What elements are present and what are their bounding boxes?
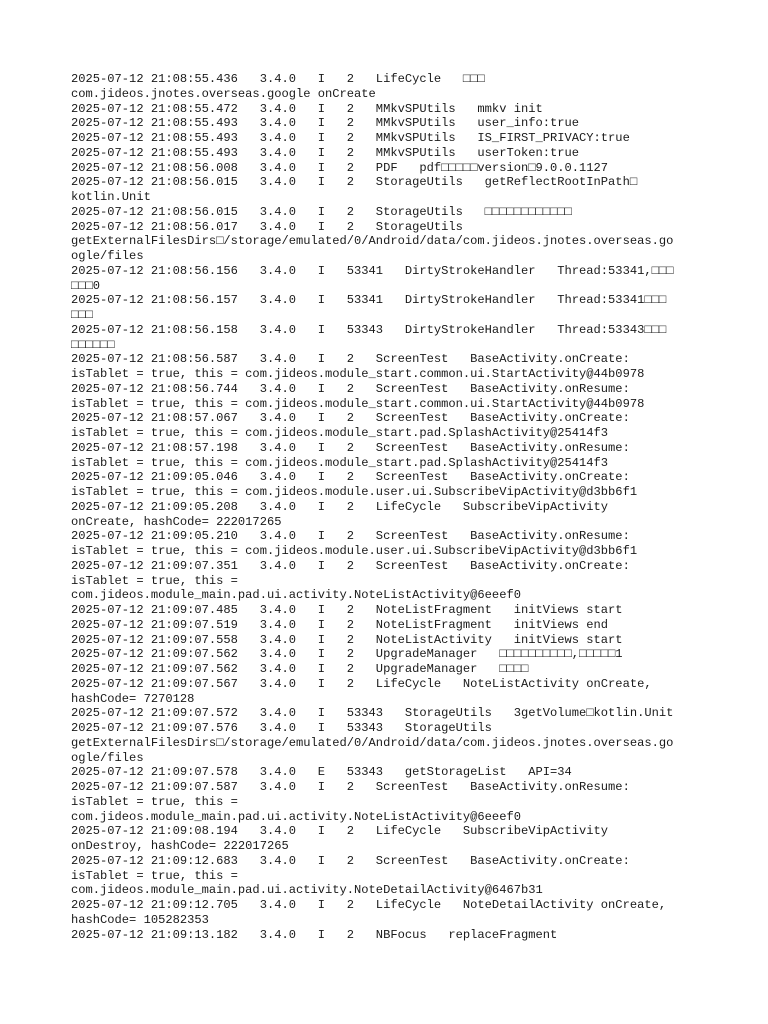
log-line: 2025-07-12 21:08:56.744 3.4.0 I 2 ScreenTest BaseActivity.onResume: <box>71 381 630 396</box>
log-line: isTablet = true, this = <box>71 794 238 809</box>
log-line: hashCode= 105282353 <box>71 912 209 927</box>
log-line: 2025-07-12 21:08:56.587 3.4.0 I 2 ScreenTest BaseActivity.onCreate: <box>71 352 630 367</box>
log-line: isTablet = true, this = com.jideos.module.user.ui.SubscribeVipActivity@d3bb6f1 <box>71 485 638 499</box>
log-line: 2025-07-12 21:09:12.705 3.4.0 I 2 LifeCycle NoteDetailActivity onCreate, <box>71 898 667 912</box>
log-line: 2025-07-12 21:09:07.485 3.4.0 I 2 NoteListFragment initViews start <box>71 603 623 617</box>
log-line: 2025-07-12 21:08:55.493 3.4.0 I 2 MMkvSPUtils user_info:true <box>71 116 580 131</box>
log-line: 2025-07-12 21:08:55.472 3.4.0 I 2 MMkvSPUtils mmkv init <box>71 101 543 116</box>
log-line: isTablet = true, this = com.jideos.module_start.common.ui.StartActivity@44b0978 <box>71 396 645 411</box>
log-line: com.jideos.module_main.pad.ui.activity.NoteListActivity@6eeef0 <box>71 809 521 824</box>
log-line: isTablet = true, this = <box>71 868 238 883</box>
log-line: 2025-07-12 21:08:55.436 3.4.0 I 2 LifeCycle □□□ <box>71 72 485 86</box>
log-line: com.jideos.module_main.pad.ui.activity.NoteDetailActivity@6467b31 <box>71 883 543 898</box>
log-line: 2025-07-12 21:09:07.351 3.4.0 I 2 ScreenTest BaseActivity.onCreate: <box>71 558 630 573</box>
log-line: isTablet = true, this = com.jideos.module_start.pad.SplashActivity@25414f3 <box>71 426 609 440</box>
log-line: □□□0 <box>71 278 101 293</box>
log-line: kotlin.Unit <box>71 190 151 204</box>
log-line: 2025-07-12 21:09:08.194 3.4.0 I 2 LifeCycle SubscribeVipActivity <box>71 824 609 839</box>
log-line: 2025-07-12 21:08:56.008 3.4.0 I 2 PDF pdf□□□□□version□9.0.0.1127 <box>71 160 609 175</box>
log-line: 2025-07-12 21:09:12.683 3.4.0 I 2 ScreenTest BaseActivity.onCreate: <box>71 853 630 868</box>
log-line: ogle/files <box>71 249 144 263</box>
log-line: 2025-07-12 21:08:55.493 3.4.0 I 2 MMkvSPUtils IS_FIRST_PRIVACY:true <box>71 131 630 145</box>
log-line: 2025-07-12 21:09:07.562 3.4.0 I 2 UpgradeManager □□□□ <box>71 662 529 676</box>
log-line: getExternalFilesDirs□/storage/emulated/0/Android/data/com.jideos.jnotes.overseas.go <box>71 735 674 750</box>
log-line: isTablet = true, this = com.jideos.module_start.pad.SplashActivity@25414f3 <box>71 455 609 470</box>
log-text-view <box>71 72 711 942</box>
log-line: 2025-07-12 21:09:07.572 3.4.0 I 53343 StorageUtils 3getVolume□kotlin.Unit <box>71 706 674 721</box>
log-line: 2025-07-12 21:09:07.587 3.4.0 I 2 ScreenTest BaseActivity.onResume: <box>71 780 630 794</box>
log-line: getExternalFilesDirs□/storage/emulated/0/Android/data/com.jideos.jnotes.overseas.go <box>71 234 674 249</box>
log-line: isTablet = true, this = <box>71 573 238 588</box>
log-line: 2025-07-12 21:08:56.017 3.4.0 I 2 StorageUtils <box>71 219 463 234</box>
log-line: 2025-07-12 21:08:56.158 3.4.0 I 53343 DirtyStrokeHandler Thread:53343□□□ <box>71 322 667 337</box>
log-line: 2025-07-12 21:08:55.493 3.4.0 I 2 MMkvSPUtils userToken:true <box>71 145 580 160</box>
log-line: □□□□□□ <box>71 337 115 352</box>
log-line: 2025-07-12 21:09:07.562 3.4.0 I 2 UpgradeManager □□□□□□□□□□,□□□□□1 <box>71 647 623 662</box>
log-line: 2025-07-12 21:08:56.157 3.4.0 I 53341 DirtyStrokeHandler Thread:53341□□□ <box>71 293 667 308</box>
log-line: 2025-07-12 21:08:57.067 3.4.0 I 2 ScreenTest BaseActivity.onCreate: <box>71 411 630 426</box>
log-line: 2025-07-12 21:09:07.576 3.4.0 I 53343 StorageUtils <box>71 721 492 735</box>
log-line: 2025-07-12 21:09:07.578 3.4.0 E 53343 getStorageList API=34 <box>71 765 572 780</box>
log-line: 2025-07-12 21:09:07.519 3.4.0 I 2 NoteListFragment initViews end <box>71 617 609 632</box>
log-line: ogle/files <box>71 750 144 765</box>
log-line: com.jideos.jnotes.overseas.google onCreate <box>71 86 376 101</box>
log-line: 2025-07-12 21:09:05.210 3.4.0 I 2 ScreenTest BaseActivity.onResume: <box>71 529 630 544</box>
log-line: onCreate, hashCode= 222017265 <box>71 514 282 529</box>
log-line: 2025-07-12 21:09:07.567 3.4.0 I 2 LifeCycle NoteListActivity onCreate, <box>71 676 652 691</box>
log-line: 2025-07-12 21:09:13.182 3.4.0 I 2 NBFocus replaceFragment <box>71 927 558 942</box>
log-line: 2025-07-12 21:08:56.015 3.4.0 I 2 StorageUtils getReflectRootInPath□ <box>71 175 638 190</box>
log-line: 2025-07-12 21:09:07.558 3.4.0 I 2 NoteListActivity initViews start <box>71 632 623 647</box>
log-line: onDestroy, hashCode= 222017265 <box>71 839 289 853</box>
log-line: isTablet = true, this = com.jideos.module_start.common.ui.StartActivity@44b0978 <box>71 367 645 381</box>
log-line: 2025-07-12 21:08:57.198 3.4.0 I 2 ScreenTest BaseActivity.onResume: <box>71 440 630 455</box>
log-line: com.jideos.module_main.pad.ui.activity.NoteListActivity@6eeef0 <box>71 588 521 603</box>
log-line: 2025-07-12 21:08:56.015 3.4.0 I 2 StorageUtils □□□□□□□□□□□□ <box>71 204 572 219</box>
log-line: isTablet = true, this = com.jideos.module.user.ui.SubscribeVipActivity@d3bb6f1 <box>71 544 638 558</box>
log-line: 2025-07-12 21:09:05.208 3.4.0 I 2 LifeCycle SubscribeVipActivity <box>71 499 609 514</box>
log-line: □□□ <box>71 308 93 322</box>
log-line: hashCode= 7270128 <box>71 691 195 706</box>
log-line: 2025-07-12 21:09:05.046 3.4.0 I 2 ScreenTest BaseActivity.onCreate: <box>71 470 630 485</box>
log-line: 2025-07-12 21:08:56.156 3.4.0 I 53341 DirtyStrokeHandler Thread:53341,□□□ <box>71 263 674 278</box>
